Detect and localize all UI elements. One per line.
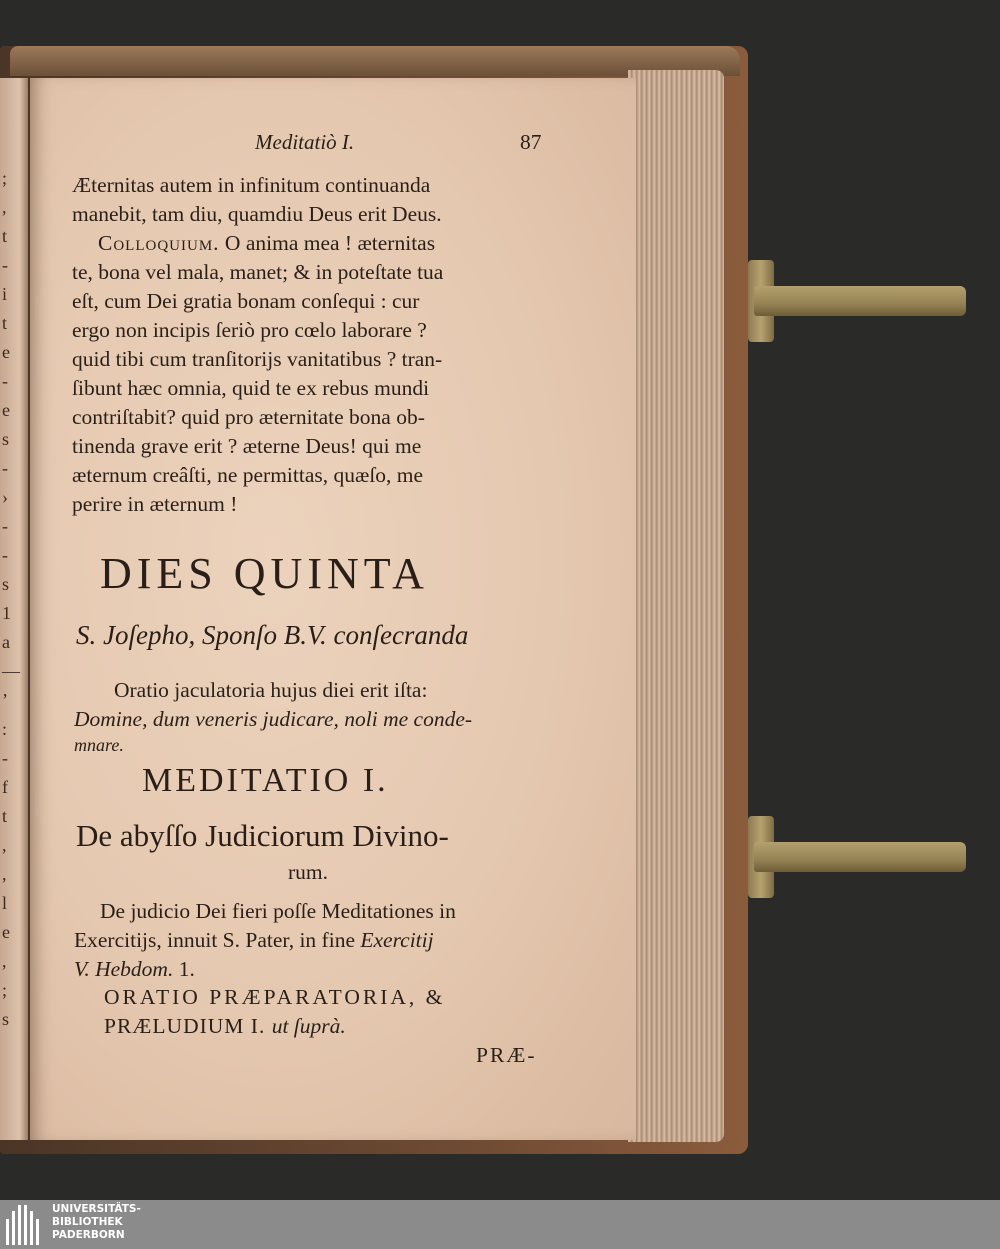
left-margin-glyph: i <box>2 284 8 304</box>
text-line: De judicio Dei fieri poſſe Meditationes in <box>100 899 456 923</box>
text-line: perire in æternum ! <box>72 492 238 516</box>
left-margin-glyph: ; <box>2 980 8 1000</box>
left-margin-glyph: - <box>2 371 8 391</box>
left-margin-glyph: - <box>2 545 8 565</box>
clasp-top <box>748 260 968 350</box>
text-line: te, bona vel mala, manet; & in poteſtate tua <box>72 260 444 284</box>
left-margin-glyph: f <box>2 777 8 797</box>
text-line: quid tibi cum tranſitorijs vanitatibus ? tran- <box>72 347 443 371</box>
meditatio-heading: MEDITATIO I. <box>142 762 389 799</box>
text-line: Æternitas autem in infinitum continuanda <box>72 173 431 197</box>
left-margin-glyph: - <box>2 255 8 275</box>
left-margin-glyph: , <box>2 835 7 855</box>
oratio-italic: mnare. <box>74 735 124 755</box>
left-margin-glyph: l <box>2 893 8 913</box>
left-margin-glyph: - <box>2 748 8 768</box>
left-margin-glyph: - <box>2 516 8 536</box>
praeludium-line: PRÆLUDIUM I. ut ſuprà. <box>104 1014 346 1038</box>
left-margin-glyph: — <box>2 661 20 681</box>
left-margin-glyph: t <box>2 806 8 826</box>
left-margin-glyph: , <box>2 864 7 884</box>
colloquium-label: Colloquium. <box>98 231 220 255</box>
section-subtitle: S. Joſepho, Sponſo B.V. conſecranda <box>76 620 469 650</box>
meditatio-subheading: De abyſſo Judiciorum Divino- <box>76 818 449 853</box>
left-margin-glyph: - <box>2 458 8 478</box>
left-margin-glyph: a <box>2 632 10 652</box>
meditatio-subheading: rum. <box>288 860 329 884</box>
left-margin-glyph: : <box>2 719 8 739</box>
oratio-italic: Domine, dum veneris judicare, noli me conde- <box>74 707 473 731</box>
left-margin-glyph: s <box>2 429 10 449</box>
running-title: Meditatiò I. <box>255 130 355 154</box>
text-line: V. Hebdom. 1. <box>74 957 195 981</box>
oratio-intro: Oratio jaculatoria hujus diei erit iſta: <box>114 678 428 702</box>
library-logo-text: UNIVERSITÄTS- BIBLIOTHEK PADERBORN <box>52 1203 141 1241</box>
text-line: O anima mea ! æternitas <box>224 231 436 255</box>
left-margin-glyph: , <box>2 951 7 971</box>
text-line: ſibunt hæc omnia, quid te ex rebus mundi <box>72 376 430 400</box>
catchword: PRÆ- <box>476 1043 537 1067</box>
text-line: tinenda grave erit ? æterne Deus! qui me <box>72 434 422 458</box>
left-margin-glyph: s <box>2 574 10 594</box>
left-margin-glyph: e <box>2 400 10 420</box>
footer-bar <box>0 1200 1000 1249</box>
text-line: eſt, cum Dei gratia bonam conſequi : cur <box>72 289 420 313</box>
left-margin-glyph: s <box>2 1009 10 1029</box>
text-line: æternum creâſti, ne permittas, quæſo, me <box>72 463 424 487</box>
clasp-bottom <box>748 816 968 906</box>
left-margin-glyph: ; <box>2 168 8 188</box>
left-margin-glyph: e <box>2 922 10 942</box>
page-edges <box>628 70 724 1142</box>
colloquium-line <box>98 231 435 256</box>
oratio-preparatoria: ORATIO PRÆPARATORIA, & <box>104 985 446 1009</box>
library-logo-icon <box>6 1205 46 1245</box>
text-line: contriſtabit? quid pro æternitate bona ob- <box>72 405 425 429</box>
page-number: 87 <box>520 130 542 154</box>
left-margin-glyph: , <box>2 197 7 217</box>
left-margin-glyph: ʼ <box>2 690 8 710</box>
left-margin-glyph: › <box>2 487 8 507</box>
left-margin-glyph: 1 <box>2 603 11 623</box>
text-line: Exercitijs, innuit S. Pater, in fine Exercitij <box>74 928 434 952</box>
left-margin-glyph: e <box>2 342 10 362</box>
section-title: DIES QUINTA <box>100 549 429 598</box>
text-line: manebit, tam diu, quamdiu Deus erit Deus. <box>72 202 442 226</box>
left-margin-glyph: t <box>2 313 8 333</box>
text-line: ergo non incipis ſeriò pro cœlo laborare ? <box>72 318 427 342</box>
left-margin-glyph: t <box>2 226 8 246</box>
